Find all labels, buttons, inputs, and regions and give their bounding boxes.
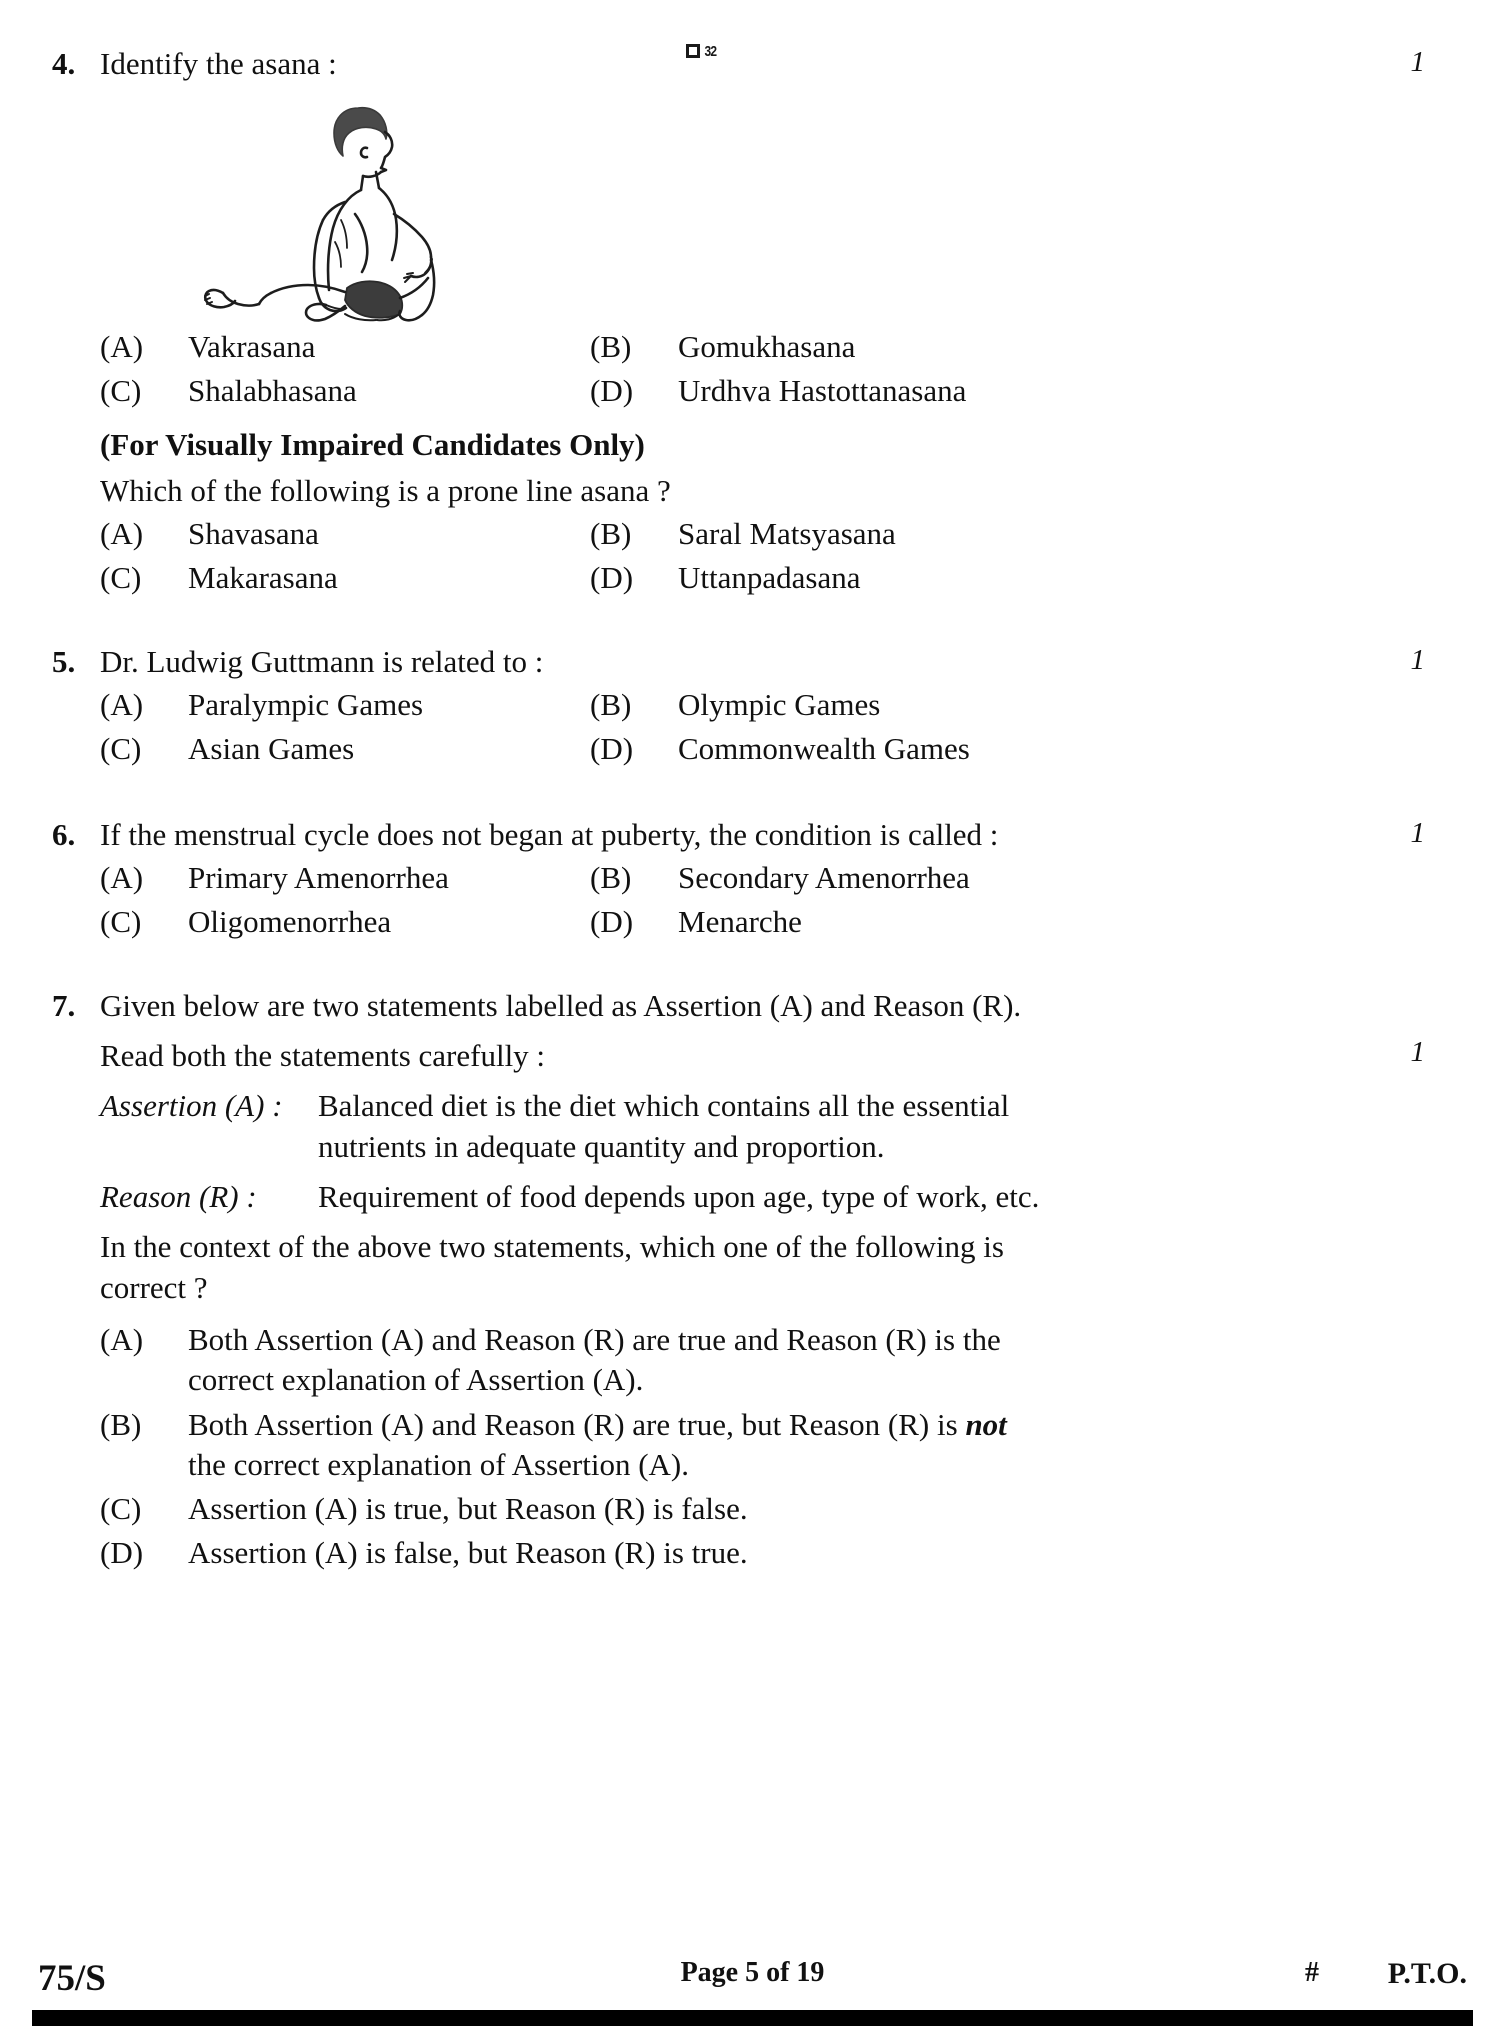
reason-label: Reason (R) : — [100, 1179, 257, 1215]
option-6-c-label: Oligomenorrhea — [188, 903, 392, 939]
answer-7-c[interactable] — [100, 1489, 1467, 1529]
answer-7-a-line-1: Both Assertion (A) and Reason (R) are true and Reason (R) is the — [188, 1321, 1001, 1357]
option-5-b[interactable] — [590, 685, 1467, 725]
seated-spinal-twist-asana-illustration — [195, 92, 525, 324]
option-5-a-key: (A) — [100, 687, 144, 723]
option-6-c[interactable] — [100, 902, 590, 942]
page-footer — [38, 1957, 1467, 2000]
exam-page — [0, 44, 1505, 2034]
pto-label: P.T.O. — [1387, 1957, 1467, 1990]
vi-option-a[interactable] — [100, 514, 590, 554]
answer-7-b-label — [188, 1405, 1467, 1486]
question-5-marks: 1 — [1410, 644, 1425, 677]
option-5-c-label: Asian Games — [188, 730, 355, 766]
hash-marker: # — [1305, 1957, 1319, 1988]
answer-7-c-label: Assertion (A) is true, but Reason (R) is false. — [188, 1491, 748, 1527]
assertion-text-line-2: nutrients in adequate quantity and proportion. — [318, 1128, 885, 1164]
question-6 — [38, 815, 1467, 942]
question-4-marks: 1 — [1410, 46, 1425, 78]
answer-7-b-line-1: Both Assertion (A) and Reason (R) are true, but Reason (R) is — [188, 1406, 966, 1442]
question-6-options-row-2 — [100, 902, 1467, 942]
reason-row — [100, 1177, 1467, 1217]
question-4-number: 4. — [52, 46, 76, 81]
option-5-a[interactable] — [100, 685, 590, 725]
vi-option-b-key: (B) — [590, 516, 632, 552]
option-6-d[interactable] — [590, 902, 1467, 942]
question-5-options-row-1 — [100, 685, 1467, 725]
vi-option-b[interactable] — [590, 514, 1467, 554]
answer-7-b[interactable] — [100, 1405, 1467, 1486]
visually-impaired-heading: (For Visually Impaired Candidates Only) — [100, 426, 645, 462]
option-5-c[interactable] — [100, 729, 590, 769]
vi-option-b-label: Saral Matsyasana — [678, 516, 896, 552]
paper-code: 75/S — [38, 1958, 106, 1999]
question-4-options-row-2 — [100, 371, 1467, 411]
option-6-a-label: Primary Amenorrhea — [188, 860, 449, 896]
answer-7-b-emphasis: not — [965, 1406, 1007, 1442]
option-4-b-label: Gomukhasana — [678, 329, 856, 365]
visually-impaired-question: Which of the following is a prone line asana ? — [100, 473, 671, 509]
question-5 — [38, 642, 1467, 769]
vi-option-d[interactable] — [590, 558, 1467, 598]
footer-divider — [32, 2010, 1473, 2026]
option-4-c-key: (C) — [100, 372, 142, 408]
option-6-b-key: (B) — [590, 860, 632, 896]
question-7-line-2: Read both the statements carefully : — [100, 1038, 546, 1074]
answer-7-d[interactable] — [100, 1533, 1467, 1573]
option-5-d-label: Commonwealth Games — [678, 730, 970, 766]
question-5-options-row-2 — [100, 729, 1467, 769]
option-6-b[interactable] — [590, 858, 1467, 898]
vi-option-a-key: (A) — [100, 516, 144, 552]
question-7-marks: 1 — [1410, 1035, 1425, 1068]
option-6-d-label: Menarche — [678, 903, 802, 939]
option-4-d[interactable] — [590, 371, 1467, 411]
vi-option-c-label: Makarasana — [188, 559, 338, 595]
option-4-d-label: Urdhva Hastottanasana — [678, 372, 967, 408]
question-5-text: Dr. Ludwig Guttmann is related to : — [100, 644, 544, 680]
option-4-d-key: (D) — [590, 372, 634, 408]
option-5-d[interactable] — [590, 729, 1467, 769]
option-6-b-label: Secondary Amenorrhea — [678, 860, 970, 896]
answer-7-a-line-2: correct explanation of Assertion (A). — [188, 1362, 644, 1398]
option-5-c-key: (C) — [100, 730, 142, 766]
question-5-number: 5. — [52, 644, 76, 680]
question-6-text: If the menstrual cycle does not began at puberty, the condition is called : — [100, 816, 999, 852]
option-6-c-key: (C) — [100, 903, 142, 939]
context-line-2: correct ? — [100, 1269, 208, 1305]
assertion-row — [100, 1086, 1467, 1126]
answer-7-a[interactable] — [100, 1320, 1467, 1401]
option-4-c-label: Shalabhasana — [188, 372, 357, 408]
question-6-options-row-1 — [100, 858, 1467, 898]
answer-7-d-label: Assertion (A) is false, but Reason (R) is true. — [188, 1535, 748, 1571]
answer-7-a-key: (A) — [100, 1321, 144, 1357]
option-4-c[interactable] — [100, 371, 590, 411]
question-4 — [38, 44, 1467, 598]
question-6-number: 6. — [52, 816, 76, 852]
option-6-a-key: (A) — [100, 860, 144, 896]
reason-text: Requirement of food depends upon age, type of work, etc. — [318, 1179, 1040, 1215]
option-4-a-key: (A) — [100, 329, 144, 365]
answer-7-d-key: (D) — [100, 1535, 144, 1571]
vi-option-d-label: Uttanpadasana — [678, 559, 861, 595]
answer-7-b-line-2: the correct explanation of Assertion (A). — [188, 1446, 689, 1482]
option-5-a-label: Paralympic Games — [188, 687, 424, 723]
assertion-text-line-1: Balanced diet is the diet which contains all the essential — [318, 1088, 1010, 1124]
option-6-d-key: (D) — [590, 903, 634, 939]
stamp-text: 32 — [704, 42, 717, 60]
option-4-a[interactable] — [100, 327, 590, 367]
vi-option-d-key: (D) — [590, 559, 634, 595]
question-7-number: 7. — [52, 987, 76, 1023]
vi-options-row-1 — [100, 514, 1467, 554]
vi-option-c-key: (C) — [100, 559, 142, 595]
answer-7-a-label — [188, 1320, 1467, 1401]
option-4-b-key: (B) — [590, 329, 632, 365]
option-4-a-label: Vakrasana — [188, 329, 316, 365]
asana-figure — [100, 92, 1467, 324]
option-5-d-key: (D) — [590, 730, 634, 766]
option-5-b-label: Olympic Games — [678, 687, 881, 723]
vi-option-a-label: Shavasana — [188, 516, 319, 552]
question-7 — [38, 986, 1467, 1574]
option-5-b-key: (B) — [590, 687, 632, 723]
assertion-label: Assertion (A) : — [100, 1088, 283, 1124]
question-6-marks: 1 — [1410, 816, 1425, 849]
answer-7-b-key: (B) — [100, 1406, 142, 1442]
question-7-line-1: Given below are two statements labelled as Assertion (A) and Reason (R). — [100, 987, 1022, 1023]
vi-option-c[interactable] — [100, 558, 590, 598]
page-number-label: Page 5 of 19 — [680, 1957, 825, 1988]
answer-7-c-key: (C) — [100, 1491, 142, 1527]
question-4-options-row-1 — [100, 327, 1467, 367]
vi-options-row-2 — [100, 558, 1467, 598]
option-6-a[interactable] — [100, 858, 590, 898]
context-line-1: In the context of the above two statements, which one of the following is — [100, 1229, 1004, 1265]
question-4-text: Identify the asana : — [100, 46, 337, 81]
option-4-b[interactable] — [590, 327, 1467, 367]
